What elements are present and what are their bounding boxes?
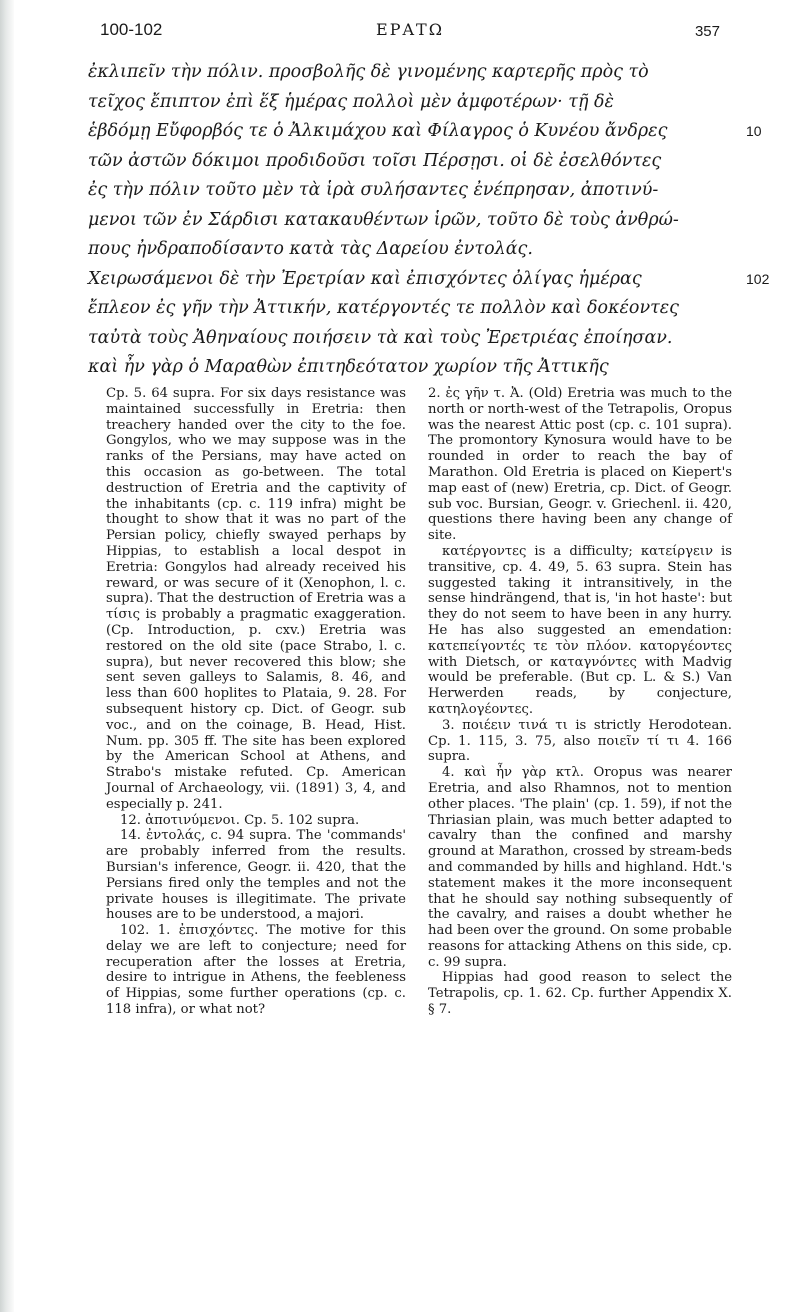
greek-line-text: τεῖχος ἔπιπτον ἐπὶ ἕξ ἡμέρας πολλοὶ μὲν ἀμφοτέρων· τῇ δὲ [88, 91, 614, 112]
commentary-note: Cp. 5. 64 supra. For six days resistance was maintained successfully in Eretria: then treachery handed over the city to the foe. Gongylos, who we may suppose was in the ranks of the Persians, may have acted on this occasion as go-between. The total destruction of Eretria and the captivity of the inhabitants (cp. c. 119 infra) might be thought to show that it was no part of the Persian policy, chiefly swayed perhaps by Hippias, to establish a local despot in Eretria: Gongylos had already received his reward, or was secure of it (Xenophon, l. c. supra). That the destruction of Eretria was a τίσις is probably a pragmatic exaggeration. (Cp. Introduction, p. cxv.) Eretria was restored on the old site (pace Strabo, l. c. supra), but never recovered this blow; she sent seven galleys to Salamis, 8. 46, and less than 600 hoplites to Plataia, 9. 28. For subsequent history cp. Dict. of Geogr. sub voc., and on the coinage, B. Head, Hist. Num. pp. 305 ff. The site has been explored by the American School at Athens, and Strabo's mistake refuted. Cp. American Journal of Archaeology, vii. (1891) 3, 4, and especially p. 241. [106, 386, 406, 812]
commentary-note: 4. καὶ ἦν γὰρ κτλ. Oropus was nearer Eretria, and also Rhamnos, not to mention other places. 'The plain' (cp. 1. 59), if not the Thriasian plain, was much better adapted to cavalry than the confined and marshy ground at Marathon, crossed by stream-beds and commanded by hills and highland. Hdt.'s statement makes it the more inconsequent that he should say nothing subsequently of the cavalry, and raises a doubt whether he had been over the ground. On some probable reasons for attacking Athens on this side, cp. c. 99 supra. [428, 765, 732, 970]
line-number: 10 [746, 123, 762, 139]
commentary-note: 12. ἀποτινύμενοι. Cp. 5. 102 supra. [120, 812, 360, 828]
greek-line [88, 235, 728, 265]
greek-line-text: μενοι τῶν ἐν Σάρδισι κατακαυθέντων ἱρῶν, τοῦτο δὲ τοὺς ἀνθρώ- [88, 209, 679, 230]
greek-line-text: ἑβδόμῃ Εὔφορβός τε ὁ Ἀλκιμάχου καὶ Φίλαγρος ὁ Κυνέου ἄνδρες [88, 121, 668, 141]
greek-line [88, 265, 770, 295]
greek-line-text: Χειρωσάμενοι δὲ τὴν Ἐρετρίαν καὶ ἐπισχόντες ὀλίγας ἡμέρας [88, 268, 642, 289]
commentary-note: Hippias had good reason to select the Tetrapolis, cp. 1. 62. Cp. further Appendix X. § 7. [428, 970, 732, 1018]
commentary-note: 3. ποιέειν τινά τι is strictly Herodotean. Cp. 1. 115, 3. 75, also ποιεῖν τί τι 4. 166 supra. [428, 717, 732, 765]
greek-line-text: ἔπλεον ἐς γῆν τὴν Ἀττικήν, κατέργοντές τε πολλὸν καὶ δοκέοντες [88, 298, 679, 318]
greek-line [88, 147, 728, 177]
commentary-note: 2. ἐς γῆν τ. Ἀ. (Old) Eretria was much to the north or north-west of the Tetrapolis, Oropus was the nearest Attic post (cp. c. 101 supra). The promontory Kynosura would have to be rounded in order to reach the bay of Marathon. Old Eretria is placed on Kiepert's map east of (new) Eretria, cp. Dict. of Geogr. sub voc. Bursian, Geogr. v. Griechenl. ii. 420, questions there having been any change of site. [428, 386, 732, 544]
running-title: ΕΡΑΤΩ [376, 20, 444, 39]
commentary-note: 102. 1. ἐπισχόντες. The motive for this delay we are left to conjecture; need for recuperation after the losses at Eretria, desire to intrigue in Athens, the feebleness of Hippias, some further operations (cp. c. 118 infra), or what not? [106, 923, 406, 1018]
greek-line [88, 353, 728, 383]
greek-line-text: καὶ ἦν γὰρ ὁ Μαραθὼν ἐπιτηδεότατον χωρίον τῆς Ἀττικῆς [88, 357, 609, 377]
notes-left-column [106, 386, 406, 1018]
commentary-note: 14. ἐντολάς, c. 94 supra. The 'commands' are probably inferred from the results. Bursian's inference, Geogr. ii. 420, that the Persians fired only the temples and not the private houses is illegitimate. The private houses are to be understood, a majori. [106, 828, 406, 923]
greek-line [88, 294, 728, 324]
running-header [100, 20, 720, 50]
greek-line-text: ἐς τὴν πόλιν τοῦτο μὲν τὰ ἱρὰ συλήσαντες ἐνέπρησαν, ἀποτινύ- [88, 180, 659, 200]
notes-right-column [428, 386, 732, 1018]
greek-line-text: τῶν ἀστῶν δόκιμοι προδιδοῦσι τοῖσι Πέρσῃσι. οἱ δὲ ἐσελθόντες [88, 150, 662, 171]
greek-line [88, 176, 728, 206]
greek-line-text: ταὐτὰ τοὺς Ἀθηναίους ποιήσειν τὰ καὶ τοὺς Ἐρετριέας ἐποίησαν. [88, 327, 673, 348]
page-edge-shadow [0, 0, 14, 1312]
greek-line [88, 117, 762, 147]
greek-line-text: πους ἠνδραποδίσαντο κατὰ τὰς Δαρείου ἐντολάς. [88, 239, 533, 259]
commentary-note: κατέργοντες is a difficulty; κατείργειν is transitive, cp. 4. 49, 5. 63 supra. Stein has suggested taking it intransitively, in the sense hindrängend, that is, 'in hot haste': but they do not seem to have been in any hurry. He has also suggested an emendation: κατεπείγοντές τε τὸν πλόον. κατοργέοντες with Dietsch, or καταγνόντες with Madvig would be preferable. (But cp. L. & S.) Van Herwerden reads, by conjecture, κατηλογέοντες. [428, 543, 732, 717]
page-number: 357 [694, 23, 720, 40]
greek-line [88, 58, 728, 88]
greek-line [88, 206, 728, 236]
greek-line [88, 88, 728, 118]
page-range: 100-102 [100, 20, 163, 39]
greek-line-text: ἐκλιπεῖν τὴν πόλιν. προσβολῆς δὲ γινομένης καρτερῆς πρὸς τὸ [88, 62, 649, 82]
greek-line [88, 324, 728, 354]
greek-text-block [88, 58, 770, 383]
line-number: 102 [746, 270, 770, 287]
